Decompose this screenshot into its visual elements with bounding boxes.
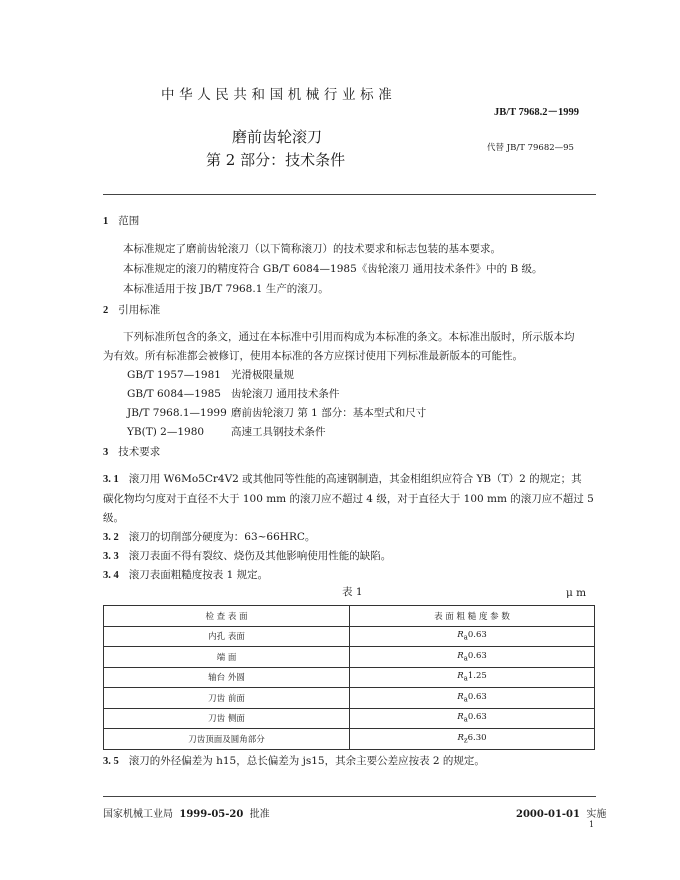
- table-row: [104, 626, 595, 647]
- table-row: [104, 647, 595, 668]
- table-cell-value: $R_a1.25$: [350, 667, 595, 688]
- table-row: [104, 688, 595, 709]
- approval-info: 国家机械工业局 1999-05-20 批准: [103, 809, 270, 820]
- table-header-surface: 检 查 表 面: [104, 606, 350, 627]
- document-subtitle: 第 2 部分：技术条件: [206, 151, 346, 169]
- table-cell-surface: 轴台 外圆: [104, 667, 350, 688]
- clause-3-1-line-2: 碳化物均匀度对于直径不大于 100 mm 的滚刀应不超过 4 级，对于直径大于 100 mm 的滚刀应不超过 5: [103, 493, 594, 505]
- standard-number: JB/T 7968.2－1999: [494, 107, 579, 118]
- clause-3-5: 3. 5 滚刀的外径偏差为 h15，总长偏差为 js15，其余主要公差应按表 2 的规定。: [103, 755, 485, 767]
- reference-item: GB/T 6084—1985 齿轮滚刀 通用技术条件: [127, 388, 340, 400]
- section-1-heading: 1 范围: [103, 215, 140, 227]
- table-cell-surface: 端 面: [104, 647, 350, 668]
- table-header-parameter: 表 面 粗 糙 度 参 数: [350, 606, 595, 627]
- replaces-standard: 代替 JB/T 79682—95: [487, 143, 574, 153]
- table-unit: μ m: [566, 587, 587, 599]
- table-header-row: [104, 606, 595, 627]
- standard-org-title: 中华人民共和国机械行业标准: [161, 87, 397, 103]
- table-row: [104, 729, 595, 750]
- table-cell-value: $R_a0.63$: [350, 688, 595, 709]
- table-cell-value: $R_a0.63$: [350, 626, 595, 647]
- table-cell-value: $R_z6.30$: [350, 729, 595, 750]
- section-2-para-line-2: 为有效。所有标准都会被修订，使用本标准的各方应探讨使用下列标准最新版本的可能性。: [103, 350, 523, 362]
- clause-3-1-line-3: 级。: [103, 512, 124, 524]
- table-row: [104, 667, 595, 688]
- table-cell-surface: 刀齿 前面: [104, 688, 350, 709]
- clause-3-2: 3. 2 滚刀的切削部分硬度为：63~66HRC。: [103, 531, 316, 543]
- table-cell-surface: 刀齿顶面及圆角部分: [104, 729, 350, 750]
- roughness-table: [103, 605, 595, 750]
- reference-item: JB/T 7968.1—1999 磨前齿轮滚刀 第 1 部分：基本型式和尺寸: [127, 407, 427, 419]
- implementation-info: 2000-01-01 实施: [516, 809, 607, 820]
- section-1-para-1: 本标准规定了磨前齿轮滚刀（以下简称滚刀）的技术要求和标志包装的基本要求。: [123, 243, 501, 255]
- page-number: 1: [589, 820, 595, 829]
- table-row: [104, 708, 595, 729]
- section-3-heading: 3 技术要求: [103, 446, 161, 458]
- reference-item: YB(T) 2—1980 高速工具钢技术条件: [127, 426, 326, 438]
- clause-3-3: 3. 3 滚刀表面不得有裂纹、烧伤及其他影响使用性能的缺陷。: [103, 550, 392, 562]
- section-1-para-3: 本标准适用于按 JB/T 7968.1 生产的滚刀。: [123, 283, 329, 295]
- clause-3-1-line-1: 3. 1 滚刀用 W6Mo5Cr4V2 或其他同等性能的高速钢制造，其金相组织应符合 YB（T）2 的规定；其: [103, 473, 582, 485]
- table-cell-surface: 刀齿 侧面: [104, 708, 350, 729]
- section-2-para-line-1: 下列标准所包含的条文，通过在本标准中引用而构成为本标准的条文。本标准出版时，所示版本均: [123, 331, 575, 343]
- reference-item: GB/T 1957—1981 光滑极限量规: [127, 369, 294, 381]
- table-cell-surface: 内孔 表面: [104, 626, 350, 647]
- footer-divider: [103, 796, 596, 797]
- table-caption: 表 1: [342, 586, 363, 598]
- clause-3-4: 3. 4 滚刀表面粗糙度按表 1 规定。: [103, 569, 269, 581]
- section-2-heading: 2 引用标准: [103, 304, 161, 316]
- document-title: 磨前齿轮滚刀: [232, 128, 323, 146]
- table-cell-value: $R_a0.63$: [350, 647, 595, 668]
- section-1-para-2: 本标准规定的滚刀的精度符合 GB/T 6084—1985《齿轮滚刀 通用技术条件》中的 B 级。: [123, 263, 543, 275]
- header-divider: [103, 194, 596, 195]
- table-cell-value: $R_a0.63$: [350, 708, 595, 729]
